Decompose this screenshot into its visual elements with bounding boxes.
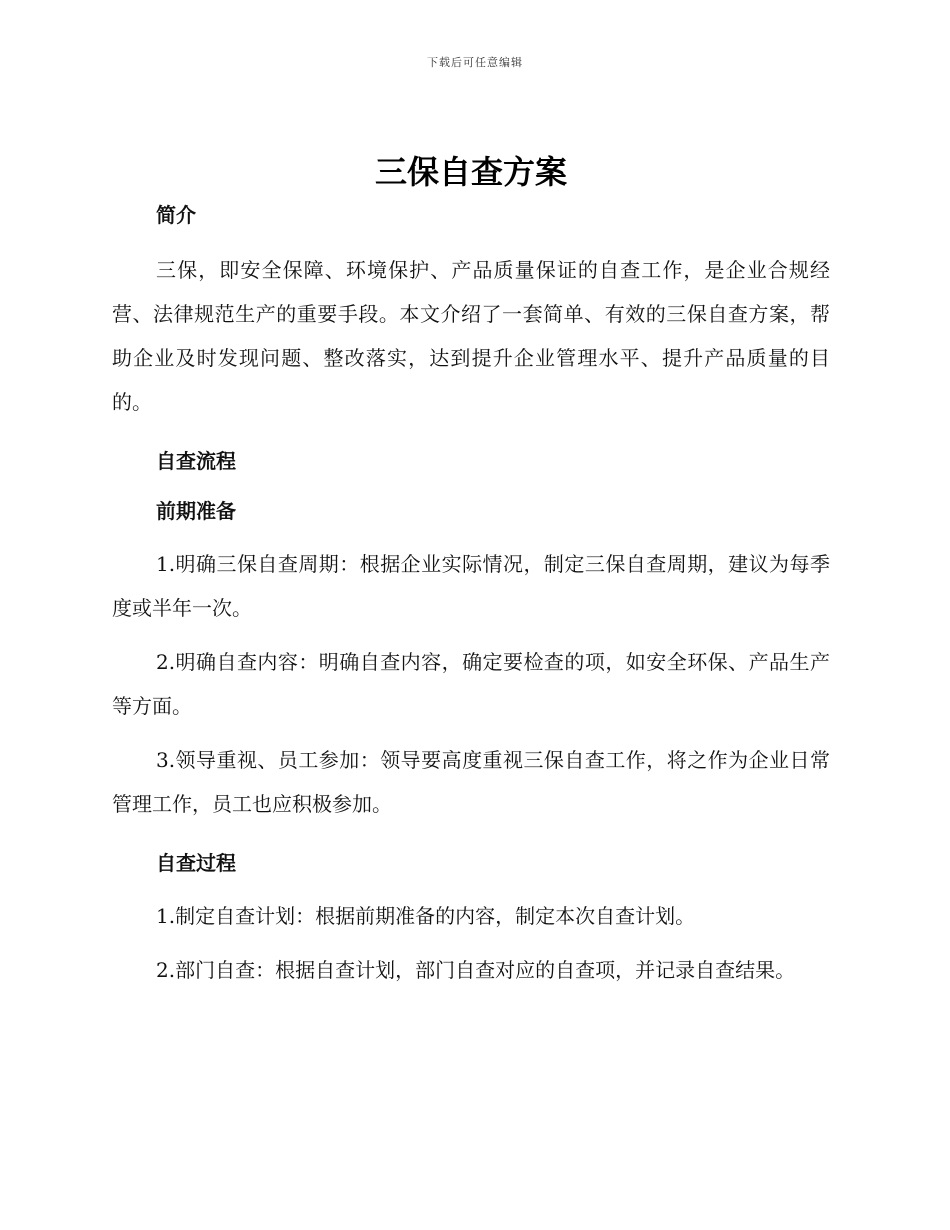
list-item-prep-2: 2.明确自查内容：明确自查内容，确定要检查的项，如安全环保、产品生产等方面。	[112, 650, 830, 718]
paragraph-intro: 三保，即安全保障、环境保护、产品质量保证的自查工作，是企业合规经营、法律规范生产的重要手段。本文介绍了一套简单、有效的三保自查方案，帮助企业及时发现问题、整改落实，达到提升企业管理水平、提升产品质量的目的。	[112, 258, 830, 414]
heading-preparation: 前期准备	[156, 499, 236, 523]
heading-intro: 简介	[156, 203, 196, 227]
list-item-prep-3: 3.领导重视、员工参加：领导要高度重视三保自查工作，将之作为企业日常管理工作，员工也应积极参加。	[112, 748, 830, 816]
list-item-selfcheck-1: 1.制定自查计划：根据前期准备的内容，制定本次自查计划。	[156, 904, 696, 928]
document-body	[112, 148, 830, 992]
running-header: 下载后可任意编辑	[427, 56, 523, 69]
list-item-prep-1: 1.明确三保自查周期：根据企业实际情况，制定三保自查周期，建议为每季度或半年一次。	[112, 552, 830, 620]
document-title: 三保自查方案	[374, 153, 567, 191]
heading-selfcheck: 自查过程	[156, 851, 236, 875]
heading-process: 自查流程	[156, 449, 236, 473]
list-item-selfcheck-2: 2.部门自查：根据自查计划，部门自查对应的自查项，并记录自查结果。	[156, 958, 796, 982]
